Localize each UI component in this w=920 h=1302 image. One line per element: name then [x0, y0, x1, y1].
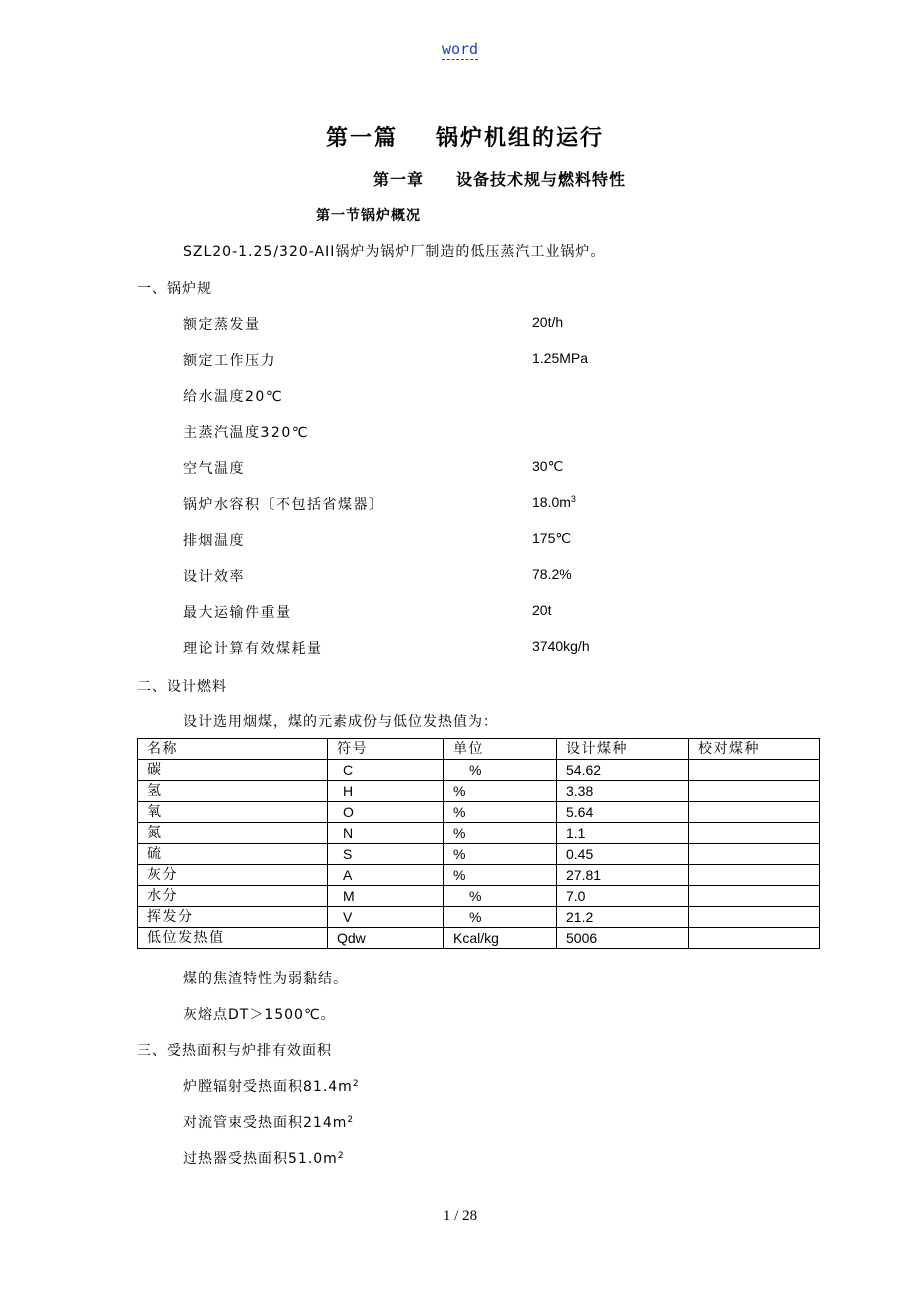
table-cell: Qdw	[328, 928, 444, 949]
table-cell: %	[444, 886, 557, 907]
unit-superscript: 3	[570, 494, 576, 504]
table-cell: 氢	[138, 781, 328, 802]
table-cell	[689, 802, 820, 823]
table-cell: 水分	[138, 886, 328, 907]
unit-superscript: 2	[347, 1115, 355, 1125]
sec2-note-coke: 煤的焦渣特性为弱黏结。	[183, 971, 348, 987]
table-cell: %	[444, 907, 557, 928]
table-row	[138, 802, 820, 823]
spec-value: 78.2%	[532, 566, 572, 582]
table-cell: 氮	[138, 823, 328, 844]
spec-name: 给水温度20℃	[183, 389, 284, 405]
table-cell: M	[328, 886, 444, 907]
table-cell: 1.1	[557, 823, 689, 844]
table-cell: %	[444, 865, 557, 886]
table-row	[138, 865, 820, 886]
table-row	[138, 760, 820, 781]
table-header-cell: 名称	[138, 739, 328, 760]
sec2-note-ash: 灰熔点DT＞1500℃。	[183, 1007, 336, 1023]
table-cell: Kcal/kg	[444, 928, 557, 949]
unit-superscript: 2	[352, 1079, 360, 1089]
table-cell: 5.64	[557, 802, 689, 823]
table-cell: 挥发分	[138, 907, 328, 928]
table-cell: %	[444, 802, 557, 823]
table-cell: V	[328, 907, 444, 928]
spec-name: 额定工作压力	[183, 353, 276, 369]
part-title	[326, 121, 604, 152]
sec2-heading: 二、设计燃料	[137, 679, 227, 695]
table-cell: S	[328, 844, 444, 865]
sec3-heading: 三、受热面积与炉排有效面积	[137, 1043, 332, 1059]
unit-superscript: 2	[337, 1151, 345, 1161]
table-row	[138, 928, 820, 949]
table-cell: 氧	[138, 802, 328, 823]
section-title: 第一节锅炉概况	[316, 208, 421, 224]
spec-value: 1.25MPa	[532, 350, 589, 366]
spec-name: 排烟温度	[183, 533, 245, 549]
table-cell: 21.2	[557, 907, 689, 928]
spec-name: 额定蒸发量	[183, 317, 261, 333]
spec-value: 30℃	[532, 458, 564, 474]
chapter-number: 第一章	[373, 170, 425, 189]
sec3-item-text: 对流管束受热面积214m	[183, 1115, 348, 1131]
header-word-link-text: word	[441, 40, 479, 58]
table-cell: 5006	[557, 928, 689, 949]
table-row	[138, 823, 820, 844]
table-cell: 27.81	[557, 865, 689, 886]
table-row	[138, 907, 820, 928]
table-cell	[689, 886, 820, 907]
table-row	[138, 844, 820, 865]
table-header-cell: 设计煤种	[557, 739, 689, 760]
spec-name: 空气温度	[183, 461, 245, 477]
sec3-item-text: 过热器受热面积51.0m	[183, 1151, 338, 1167]
table-cell: O	[328, 802, 444, 823]
table-cell: %	[444, 844, 557, 865]
fuel-composition-table	[137, 738, 820, 949]
spec-name: 锅炉水容积〔不包括省煤器〕	[183, 497, 385, 513]
spec-value: 20t/h	[532, 314, 564, 330]
table-cell: %	[444, 760, 557, 781]
table-row	[138, 886, 820, 907]
chapter-name: 设备技术规与燃料特性	[456, 170, 627, 189]
table-cell: %	[444, 823, 557, 844]
table-cell: 碳	[138, 760, 328, 781]
page-number: 1 / 28	[442, 1208, 478, 1224]
spec-name: 理论计算有效煤耗量	[183, 641, 323, 657]
table-cell: A	[328, 865, 444, 886]
part-number: 第一篇	[326, 126, 399, 151]
table-cell: 54.62	[557, 760, 689, 781]
spec-name: 设计效率	[183, 569, 245, 585]
table-cell: 低位发热值	[138, 928, 328, 949]
spec-value: 3740kg/h	[532, 638, 590, 654]
table-header-cell: 符号	[328, 739, 444, 760]
chapter-title	[373, 167, 626, 190]
spec-name: 最大运输件重量	[183, 605, 292, 621]
sec3-item	[183, 1148, 345, 1168]
spec-value: 18.0m	[532, 494, 571, 510]
table-row	[138, 781, 820, 802]
spec-value: 20t	[532, 602, 552, 618]
part-name: 锅炉机组的运行	[436, 126, 605, 151]
table-cell	[689, 781, 820, 802]
spec-name: 主蒸汽温度320℃	[183, 425, 309, 441]
table-cell	[689, 928, 820, 949]
table-header-row	[138, 739, 820, 760]
table-cell: C	[328, 760, 444, 781]
table-cell: 硫	[138, 844, 328, 865]
table-cell: N	[328, 823, 444, 844]
table-cell: 灰分	[138, 865, 328, 886]
intro-paragraph: SZL20-1.25/320-AII锅炉为锅炉厂制造的低压蒸汽工业锅炉。	[183, 244, 606, 260]
sec3-item-text: 炉膛辐射受热面积81.4m	[183, 1079, 353, 1095]
header-word-link[interactable]	[0, 40, 920, 58]
table-header-cell: 单位	[444, 739, 557, 760]
table-cell	[689, 907, 820, 928]
table-header-cell: 校对煤种	[689, 739, 820, 760]
table-cell	[689, 844, 820, 865]
table-cell: H	[328, 781, 444, 802]
table-cell: 3.38	[557, 781, 689, 802]
sec2-intro: 设计选用烟煤，煤的元素成份与低位发热值为：	[183, 714, 498, 730]
table-cell: %	[444, 781, 557, 802]
spec-value: 175℃	[532, 530, 572, 546]
sec1-heading: 一、锅炉规	[137, 281, 212, 297]
table-cell	[689, 823, 820, 844]
sec3-item	[183, 1076, 360, 1096]
spec-value-with-unit	[532, 494, 576, 510]
table-cell	[689, 760, 820, 781]
table-cell: 0.45	[557, 844, 689, 865]
table-cell: 7.0	[557, 886, 689, 907]
table-cell	[689, 865, 820, 886]
sec3-item	[183, 1112, 354, 1132]
